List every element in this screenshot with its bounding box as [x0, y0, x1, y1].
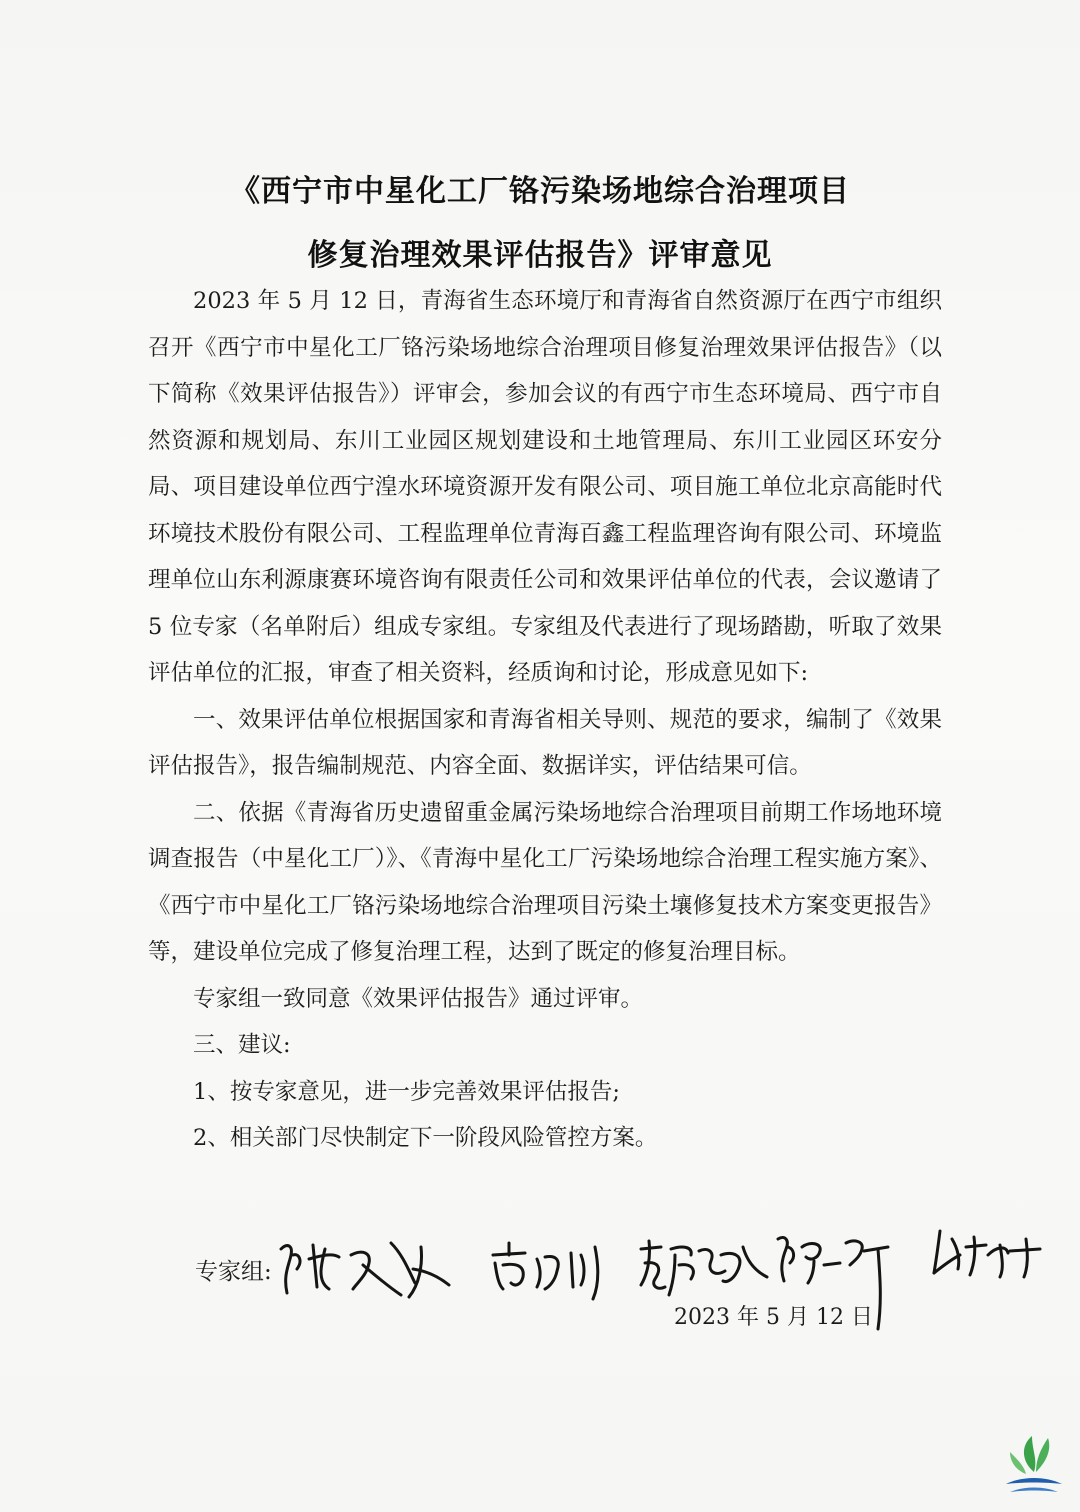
paragraph-suggestion-1: 1、按专家意见，进一步完善效果评估报告; [193, 1078, 620, 1105]
paragraph-suggestions-heading: 三、建议: [193, 1032, 291, 1058]
document-title-line1: 《西宁市中星化工厂铬污染场地综合治理项目 [230, 174, 850, 209]
signature-label: 专家组: [195, 1259, 272, 1285]
handwritten-signature-1 [273, 1225, 463, 1305]
paragraph-meeting: 2023 年 5 月 12 日，青海省生态环境厅和青海省自然资源厅在西宁市组织召开《西宁市中星化工厂铬污染场地综合治理项目修复治理效果评估报告》（以下简称《效果评估报告》）评审会，参加会议的有西宁市生态环境局、西宁市自然资源和规划局、东川工业园区规划建设和土地管理局、东川工业园区环安分局、项目建设单位西宁湟水环境资源开发有限公司、项目施工单位北京高能时代环境技术股份有限公司、工程监理单位青海百鑫工程监理咨询有限公司、环境监理单位山东利源康赛环境咨询有限责任公司和效果评估单位的代表，会议邀请了 5 位专家（名单附后）组成专家组。专家组及代表进行了现场踏勘，听取了效果评估单位的汇报，审查了相关资料，经质询和讨论，形成意见如下: [148, 288, 942, 686]
leaf-logo-icon [1002, 1432, 1066, 1502]
signature-block [195, 1225, 1045, 1305]
document-body [148, 278, 942, 1162]
handwritten-signature-3 [635, 1225, 775, 1305]
paragraph-opinion-2: 二、依据《青海省历史遗留重金属污染场地综合治理项目前期工作场地环境调查报告（中星化工厂）》、《青海中星化工厂污染场地综合治理工程实施方案》、《西宁市中星化工厂铬污染场地综合治理项目污染土壤修复技术方案变更报告》等，建设单位完成了修复治理工程，达到了既定的修复治理目标。 [148, 799, 942, 965]
paragraph-opinion-1: 一、效果评估单位根据国家和青海省相关导则、规范的要求，编制了《效果评估报告》，报告编制规范、内容全面、数据详实，评估结果可信。 [148, 706, 942, 779]
handwritten-signature-5 [930, 1225, 1045, 1285]
handwritten-signature-2 [485, 1225, 625, 1305]
document-title-line2: 修复治理效果评估报告》评审意见 [307, 238, 773, 273]
paragraph-suggestion-2: 2、相关部门尽快制定下一阶段风险管控方案。 [193, 1125, 658, 1151]
document-date: 2023 年 5 月 12 日 [674, 1305, 873, 1330]
paragraph-conclusion: 专家组一致同意《效果评估报告》通过评审。 [193, 985, 644, 1012]
